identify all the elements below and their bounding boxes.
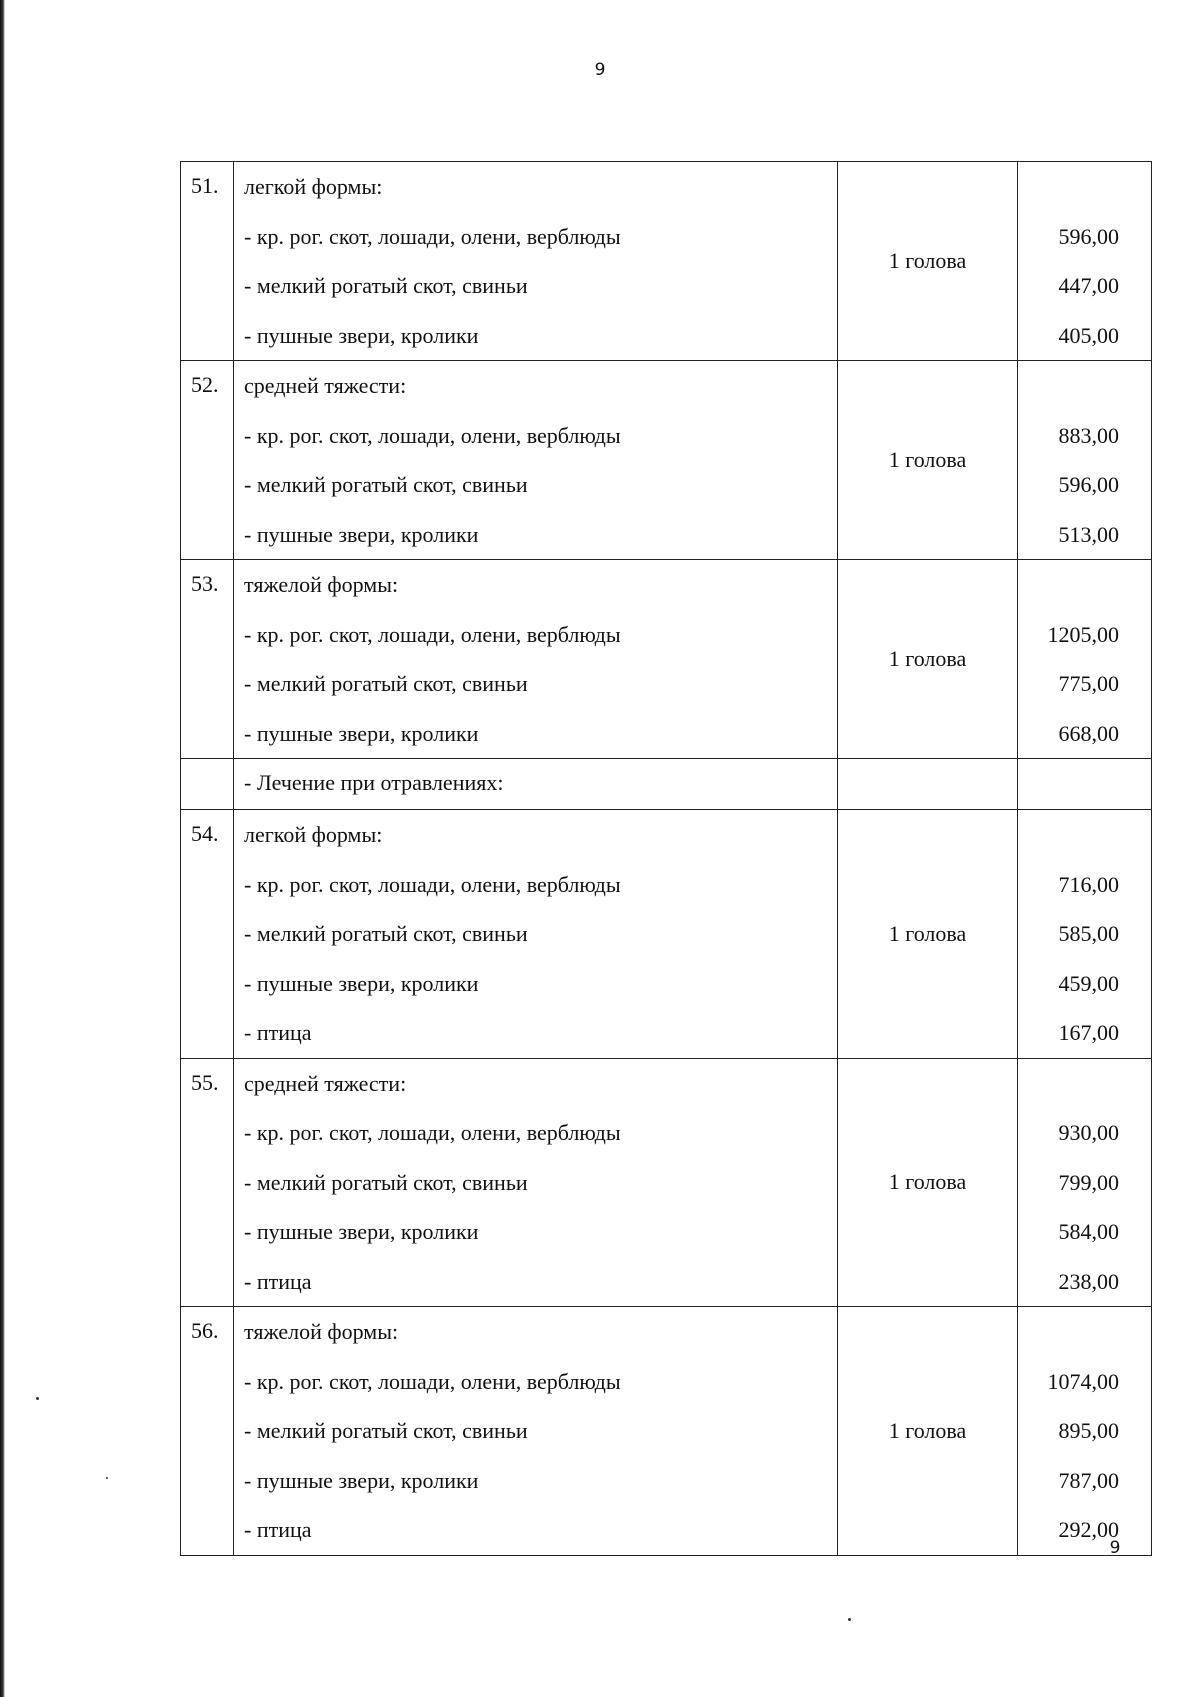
row-number: 52. <box>181 361 234 560</box>
price-spacer <box>1018 810 1151 860</box>
unit-cell: 1 голова <box>838 162 1018 361</box>
row-title: тяжелой формы: <box>244 572 399 597</box>
item-price: 883,00 <box>1058 422 1119 448</box>
item-price: 716,00 <box>1058 871 1119 897</box>
item-price: 596,00 <box>1058 472 1119 497</box>
scan-edge <box>0 0 5 1697</box>
item-price: 930,00 <box>1058 1120 1119 1145</box>
item-label: - кр. рог. скот, лошади, олени, верблюды <box>244 621 621 647</box>
table-row <box>181 361 1152 560</box>
table-body <box>181 162 1152 1556</box>
item-price: 775,00 <box>1058 671 1119 696</box>
description-cell <box>234 810 838 1059</box>
description-cell <box>234 1058 838 1307</box>
item-label: - птица <box>244 1020 312 1045</box>
row-title: средней тяжести: <box>244 1070 407 1096</box>
row-title: тяжелой формы: <box>244 1319 399 1344</box>
item-price: 459,00 <box>1058 970 1119 996</box>
section-title-cell <box>234 759 838 810</box>
unit-cell: 1 голова <box>838 560 1018 759</box>
item-price: 1205,00 <box>1047 621 1119 647</box>
description-cell <box>234 1307 838 1556</box>
num-cell <box>181 759 234 810</box>
item-price: 405,00 <box>1058 322 1119 348</box>
scan-speck <box>106 1477 108 1479</box>
description-cell <box>234 560 838 759</box>
item-label: - кр. рог. скот, лошади, олени, верблюды <box>244 1120 621 1145</box>
price-spacer <box>1018 1307 1151 1357</box>
item-price: 238,00 <box>1058 1268 1119 1294</box>
section-title: - Лечение при отравлениях: <box>244 770 504 795</box>
item-price: 1074,00 <box>1047 1368 1119 1394</box>
price-cell <box>1018 759 1152 810</box>
item-label: - птица <box>244 1517 312 1542</box>
item-label: - пушные звери, кролики <box>244 521 479 547</box>
row-title: средней тяжести: <box>244 373 407 398</box>
item-label: - кр. рог. скот, лошади, олени, верблюды <box>244 422 621 448</box>
item-label: - мелкий рогатый скот, свиньи <box>244 1169 528 1195</box>
price-spacer <box>1018 361 1151 411</box>
table-row <box>181 810 1152 1059</box>
page-number-top: 9 <box>594 60 606 80</box>
item-label: - птица <box>244 1268 312 1294</box>
item-label: - мелкий рогатый скот, свиньи <box>244 921 528 946</box>
item-price: 584,00 <box>1058 1219 1119 1244</box>
item-price: 799,00 <box>1058 1169 1119 1195</box>
scan-speck <box>36 1397 39 1400</box>
item-label: - мелкий рогатый скот, свиньи <box>244 273 528 298</box>
price-cell <box>1018 361 1152 560</box>
section-row <box>181 759 1152 810</box>
item-label: - кр. рог. скот, лошади, олени, верблюды <box>244 871 621 897</box>
row-number: 53. <box>181 560 234 759</box>
row-title: легкой формы: <box>244 174 383 199</box>
item-label: - мелкий рогатый скот, свиньи <box>244 1418 528 1443</box>
table-row <box>181 1058 1152 1307</box>
price-cell <box>1018 560 1152 759</box>
item-price: 585,00 <box>1058 921 1119 946</box>
unit-cell: 1 голова <box>838 361 1018 560</box>
price-spacer <box>1018 1059 1151 1109</box>
item-price: 895,00 <box>1058 1418 1119 1443</box>
item-price: 668,00 <box>1058 720 1119 746</box>
scan-speck <box>848 1618 851 1621</box>
item-price: 787,00 <box>1058 1467 1119 1493</box>
item-price: 292,00 <box>1058 1517 1119 1542</box>
item-label: - мелкий рогатый скот, свиньи <box>244 671 528 696</box>
row-number: 54. <box>181 810 234 1059</box>
description-cell <box>234 361 838 560</box>
item-label: - пушные звери, кролики <box>244 970 479 996</box>
unit-cell: 1 голова <box>838 1058 1018 1307</box>
price-spacer <box>1018 560 1151 610</box>
item-label: - пушные звери, кролики <box>244 322 479 348</box>
table-row <box>181 560 1152 759</box>
page-number-bottom: 9 <box>1109 1538 1121 1558</box>
price-cell <box>1018 810 1152 1059</box>
item-label: - кр. рог. скот, лошади, олени, верблюды <box>244 223 621 249</box>
unit-cell: 1 голова <box>838 1307 1018 1556</box>
price-cell <box>1018 1307 1152 1556</box>
row-number: 55. <box>181 1058 234 1307</box>
price-spacer <box>1018 162 1151 212</box>
table-row <box>181 1307 1152 1556</box>
row-title: легкой формы: <box>244 822 383 847</box>
tariff-table <box>180 161 1152 1556</box>
item-label: - кр. рог. скот, лошади, олени, верблюды <box>244 1368 621 1394</box>
price-cell <box>1018 1058 1152 1307</box>
description-cell <box>234 162 838 361</box>
item-price: 513,00 <box>1058 521 1119 547</box>
item-label: - пушные звери, кролики <box>244 1219 479 1244</box>
table-row <box>181 162 1152 361</box>
item-price: 167,00 <box>1058 1020 1119 1045</box>
unit-cell: 1 голова <box>838 810 1018 1059</box>
unit-cell <box>838 759 1018 810</box>
item-price: 596,00 <box>1058 223 1119 249</box>
row-number: 56. <box>181 1307 234 1556</box>
row-number: 51. <box>181 162 234 361</box>
item-label: - пушные звери, кролики <box>244 1467 479 1493</box>
item-label: - мелкий рогатый скот, свиньи <box>244 472 528 497</box>
item-label: - пушные звери, кролики <box>244 720 479 746</box>
price-cell <box>1018 162 1152 361</box>
item-price: 447,00 <box>1058 273 1119 298</box>
